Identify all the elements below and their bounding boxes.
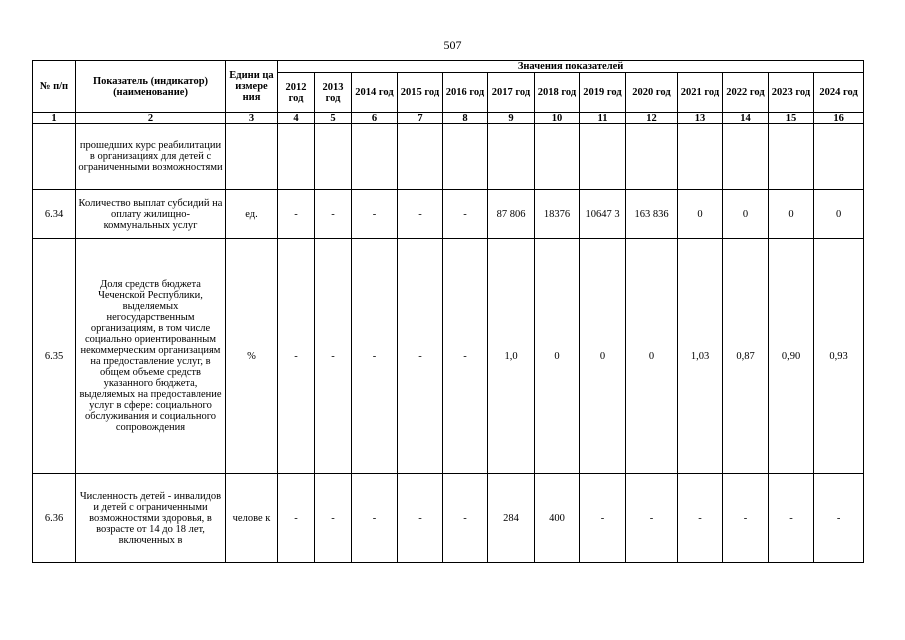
- row-value: 284: [488, 474, 535, 563]
- row-value: 18376: [535, 190, 580, 239]
- column-number-row: [33, 113, 864, 124]
- row-value: -: [278, 474, 315, 563]
- row-value: -: [278, 239, 315, 474]
- row-code: [33, 124, 76, 190]
- row-value: -: [398, 239, 443, 474]
- row-value: [352, 124, 398, 190]
- page-number: 507: [443, 38, 462, 52]
- column-number: 3: [226, 113, 278, 124]
- row-value: -: [278, 190, 315, 239]
- row-value: 0: [535, 239, 580, 474]
- row-value: [535, 124, 580, 190]
- row-value: 400: [535, 474, 580, 563]
- table-row: [33, 190, 864, 239]
- row-value: [443, 124, 488, 190]
- row-value: -: [443, 474, 488, 563]
- row-value: [626, 124, 678, 190]
- column-number: 5: [315, 113, 352, 124]
- header-year: 2017 год: [488, 73, 535, 113]
- row-value: [278, 124, 315, 190]
- row-value: -: [315, 190, 352, 239]
- column-number: 8: [443, 113, 488, 124]
- row-indicator-name: Количество выплат субсидий на оплату жилищно-коммунальных услуг: [76, 190, 226, 239]
- row-value: 0: [769, 190, 814, 239]
- header-year: 2018 год: [535, 73, 580, 113]
- column-number: 4: [278, 113, 315, 124]
- row-code: 6.35: [33, 239, 76, 474]
- column-number: 16: [814, 113, 864, 124]
- row-value: 0,87: [723, 239, 769, 474]
- header-year: 2012 год: [278, 73, 315, 113]
- column-number: 9: [488, 113, 535, 124]
- row-indicator-name: прошедших курс реабилитации в организациях для детей с ограниченными возможностями: [76, 124, 226, 190]
- column-number: 2: [76, 113, 226, 124]
- header-year: 2016 год: [443, 73, 488, 113]
- row-value: 0: [580, 239, 626, 474]
- row-code: 6.34: [33, 190, 76, 239]
- header-year: 2020 год: [626, 73, 678, 113]
- row-value: 87 806: [488, 190, 535, 239]
- row-value: 0,93: [814, 239, 864, 474]
- row-value: -: [398, 474, 443, 563]
- header-year: 2023 год: [769, 73, 814, 113]
- table-row: [33, 124, 864, 190]
- column-number: 10: [535, 113, 580, 124]
- row-value: [488, 124, 535, 190]
- row-value: -: [398, 190, 443, 239]
- column-number: 14: [723, 113, 769, 124]
- row-value: -: [814, 474, 864, 563]
- header-indicator: Показатель (индикатор) (наименование): [76, 61, 226, 113]
- header-unit: Едини ца измере ния: [226, 61, 278, 113]
- row-value: [398, 124, 443, 190]
- row-value: -: [580, 474, 626, 563]
- header-year: 2014 год: [352, 73, 398, 113]
- column-number: 13: [678, 113, 723, 124]
- column-number: 7: [398, 113, 443, 124]
- row-unit: %: [226, 239, 278, 474]
- row-value: 1,03: [678, 239, 723, 474]
- row-value: 1,0: [488, 239, 535, 474]
- row-value: -: [443, 190, 488, 239]
- row-code: 6.36: [33, 474, 76, 563]
- column-number: 11: [580, 113, 626, 124]
- indicators-table: [32, 60, 864, 563]
- row-value: [769, 124, 814, 190]
- row-value: -: [678, 474, 723, 563]
- row-value: -: [723, 474, 769, 563]
- row-value: -: [443, 239, 488, 474]
- row-value: [580, 124, 626, 190]
- header-year: 2021 год: [678, 73, 723, 113]
- row-value: [315, 124, 352, 190]
- column-number: 6: [352, 113, 398, 124]
- row-value: 0,90: [769, 239, 814, 474]
- row-value: -: [315, 239, 352, 474]
- row-value: -: [626, 474, 678, 563]
- row-value: -: [352, 474, 398, 563]
- row-indicator-name: Численность детей - инвалидов и детей с ограниченными возможностями здоровья, в возрасте от 14 до 18 лет, включенных в: [76, 474, 226, 563]
- row-unit: [226, 124, 278, 190]
- row-unit: ед.: [226, 190, 278, 239]
- row-value: -: [769, 474, 814, 563]
- row-value: 0: [678, 190, 723, 239]
- row-value: [723, 124, 769, 190]
- row-value: 163 836: [626, 190, 678, 239]
- row-value: 0: [723, 190, 769, 239]
- row-value: [678, 124, 723, 190]
- header-year: 2022 год: [723, 73, 769, 113]
- header-values: Значения показателей: [278, 61, 864, 73]
- row-unit: челове к: [226, 474, 278, 563]
- table-row: [33, 239, 864, 474]
- row-value: [814, 124, 864, 190]
- row-value: -: [315, 474, 352, 563]
- row-value: 10647 3: [580, 190, 626, 239]
- header-year: 2024 год: [814, 73, 864, 113]
- header-num: № п/п: [33, 61, 76, 113]
- header-year: 2019 год: [580, 73, 626, 113]
- column-number: 15: [769, 113, 814, 124]
- table-row: [33, 474, 864, 563]
- row-value: -: [352, 239, 398, 474]
- row-value: 0: [626, 239, 678, 474]
- column-number: 12: [626, 113, 678, 124]
- header-year: 2013 год: [315, 73, 352, 113]
- row-value: 0: [814, 190, 864, 239]
- header-year: 2015 год: [398, 73, 443, 113]
- row-indicator-name: Доля средств бюджета Чеченской Республики, выделяемых негосударственным организациям, в том числе социально ориентированным некоммерческим организациям на предоставление услуг, в общем объеме средств указанного бюджета, выделяемых на предоставление услуг в сфере: социального обслуживания и социального сопровождения: [76, 239, 226, 474]
- column-number: 1: [33, 113, 76, 124]
- row-value: -: [352, 190, 398, 239]
